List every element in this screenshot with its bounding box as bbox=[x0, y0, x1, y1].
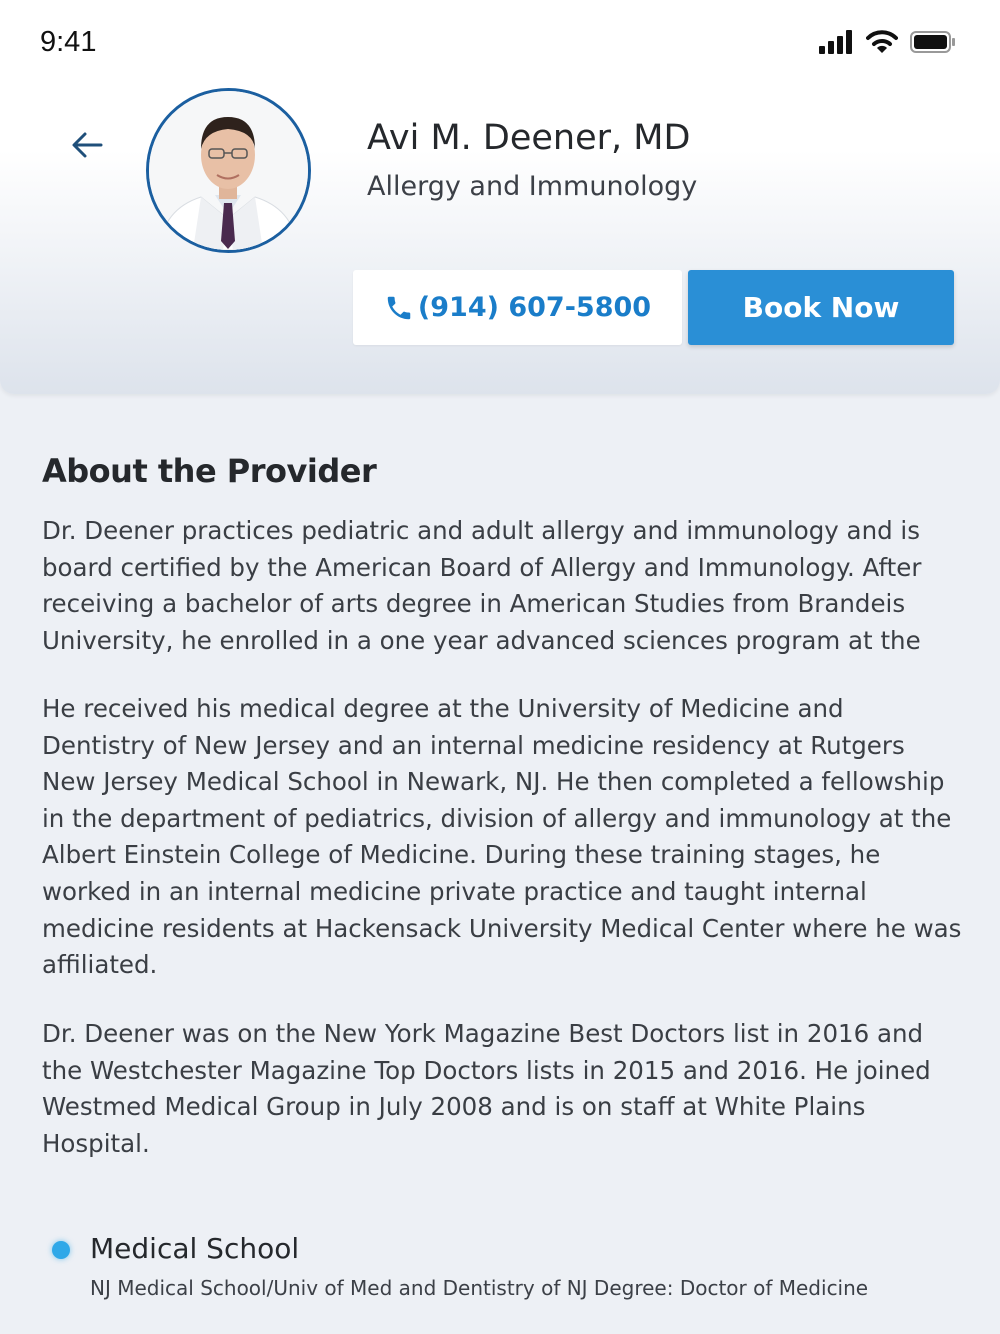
back-button[interactable] bbox=[62, 120, 112, 170]
provider-name: Avi M. Deener, MD bbox=[367, 118, 691, 158]
phone-number-label: (914) 607-5800 bbox=[417, 292, 652, 323]
wifi-icon bbox=[866, 30, 898, 54]
avatar bbox=[146, 88, 311, 253]
about-paragraph: He received his medical degree at the University of Medicine and Dentistry of New Jersey and an internal medicine residency at Rutgers New Jersey Medical School in Newark, NJ. He then completed a fellowship in the department of pediatrics, division of allergy and immunology at the Albert Einstein College of Medicine. During these training stages, he worked in an internal medicine private practice and taught internal medicine residents at Hackensack University Medical Center where he was affiliated. bbox=[42, 694, 962, 980]
phone-icon bbox=[384, 293, 414, 323]
provider-specialty: Allergy and Immunology bbox=[367, 171, 698, 202]
status-time: 9:41 bbox=[40, 26, 97, 58]
doctor-portrait-image bbox=[149, 91, 308, 250]
provider-header bbox=[0, 0, 1000, 394]
education-bullet-icon bbox=[52, 1241, 70, 1259]
education-title: Medical School bbox=[90, 1232, 300, 1265]
about-paragraph: Dr. Deener practices pediatric and adult allergy and immunology and is board certified by the American Board of Allergy and Immunology. After receiving a bachelor of arts degree in American Studies from Brandeis University, he enrolled in a one year advanced sciences program at the bbox=[42, 516, 922, 655]
education-detail: NJ Medical School/Univ of Med and Dentistry of NJ Degree: Doctor of Medicine bbox=[90, 1276, 869, 1300]
arrow-left-icon bbox=[71, 131, 103, 159]
signal-icon bbox=[818, 30, 854, 54]
call-phone-button[interactable] bbox=[353, 270, 682, 345]
about-paragraph: Dr. Deener was on the New York Magazine Best Doctors list in 2016 and the Westchester Magazine Top Doctors lists in 2015 and 2016. He joined Westmed Medical Group in July 2008 and is on staff at White Plains Hospital. bbox=[42, 1019, 931, 1158]
about-section-title: About the Provider bbox=[42, 452, 377, 490]
battery-icon bbox=[910, 31, 956, 53]
status-icons bbox=[818, 30, 956, 54]
book-now-button[interactable]: Book Now bbox=[688, 270, 954, 345]
